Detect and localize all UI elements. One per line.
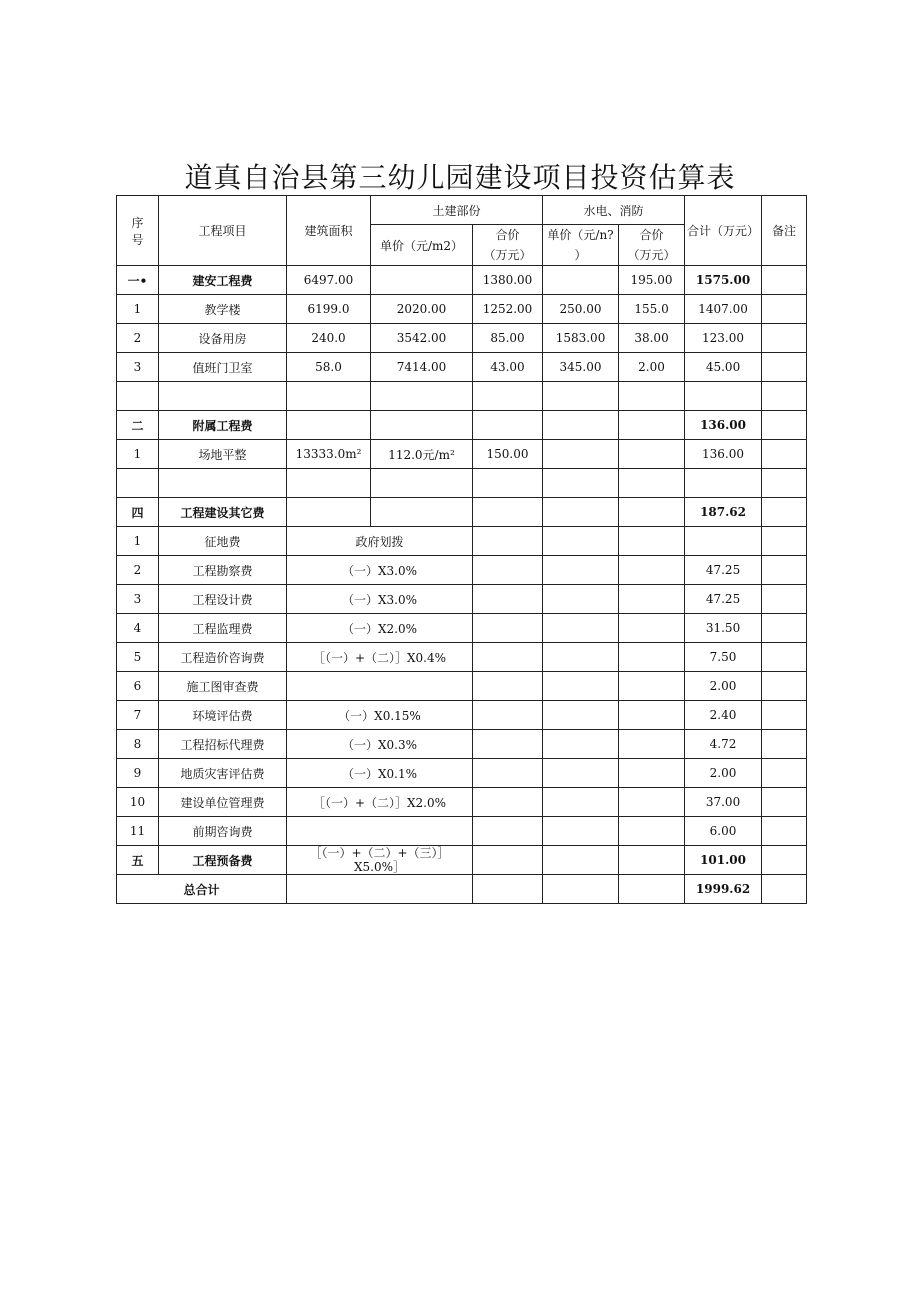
item-cell: 前期咨询费 bbox=[159, 817, 287, 846]
reserve-row bbox=[117, 846, 807, 875]
civil-total-cell bbox=[473, 585, 543, 614]
remark-cell bbox=[762, 759, 807, 788]
sum-cell: 6.00 bbox=[685, 817, 762, 846]
item-cell bbox=[159, 382, 287, 411]
civil-total-cell bbox=[473, 382, 543, 411]
util-unit-cell bbox=[543, 411, 619, 440]
util-total-cell bbox=[619, 701, 685, 730]
civil-unit-cell: 112.0元/m² bbox=[371, 440, 473, 469]
sum-cell bbox=[685, 382, 762, 411]
table-row bbox=[117, 672, 807, 701]
basis-line-2: X5.0%］ bbox=[353, 860, 406, 874]
civil-unit-cell bbox=[371, 498, 473, 527]
util-total-cell: 155.0 bbox=[619, 295, 685, 324]
header-item: 工程项目 bbox=[159, 196, 287, 266]
item-cell: 环境评估费 bbox=[159, 701, 287, 730]
item-cell: 工程监理费 bbox=[159, 614, 287, 643]
basis-cell: ［（一）+（二）］X0.4% bbox=[287, 643, 473, 672]
seq-cell: 2 bbox=[117, 324, 159, 353]
remark-cell bbox=[762, 875, 807, 904]
table-row bbox=[117, 759, 807, 788]
civil-unit-cell: 2020.00 bbox=[371, 295, 473, 324]
civil-total-cell bbox=[473, 701, 543, 730]
civil-unit-cell bbox=[371, 469, 473, 498]
sum-cell: 1407.00 bbox=[685, 295, 762, 324]
header-utility-group: 水电、消防 bbox=[543, 196, 685, 225]
util-unit-cell bbox=[543, 266, 619, 295]
seq-cell: 1 bbox=[117, 440, 159, 469]
header-sum: 合计（万元） bbox=[685, 196, 762, 266]
util-unit-cell bbox=[543, 440, 619, 469]
seq-cell: 2 bbox=[117, 556, 159, 585]
header-row-1 bbox=[117, 196, 807, 225]
basis-cell bbox=[287, 672, 473, 701]
util-total-cell bbox=[619, 382, 685, 411]
item-cell: 工程预备费 bbox=[159, 846, 287, 875]
civil-total-cell bbox=[473, 614, 543, 643]
sum-cell: 123.00 bbox=[685, 324, 762, 353]
header-civil-unit: 单价（元/m2） bbox=[371, 225, 473, 266]
area-cell bbox=[287, 382, 371, 411]
area-cell: 6199.0 bbox=[287, 295, 371, 324]
header-remark: 备注 bbox=[762, 196, 807, 266]
item-cell: 施工图审查费 bbox=[159, 672, 287, 701]
header-civil-total: 合价 （万元） bbox=[473, 225, 543, 266]
item-cell: 工程招标代理费 bbox=[159, 730, 287, 759]
sum-cell: 31.50 bbox=[685, 614, 762, 643]
sum-cell: 2.00 bbox=[685, 759, 762, 788]
remark-cell bbox=[762, 498, 807, 527]
civil-unit-cell bbox=[371, 411, 473, 440]
util-unit-cell: 1583.00 bbox=[543, 324, 619, 353]
util-unit-cell bbox=[543, 585, 619, 614]
item-cell: 值班门卫室 bbox=[159, 353, 287, 382]
page-title: 道真自治县第三幼儿园建设项目投资估算表 bbox=[184, 161, 736, 194]
util-unit-cell bbox=[543, 788, 619, 817]
civil-total-cell bbox=[473, 672, 543, 701]
util-total-cell: 38.00 bbox=[619, 324, 685, 353]
basis-cell bbox=[287, 846, 473, 875]
util-unit-cell bbox=[543, 469, 619, 498]
area-cell bbox=[287, 498, 371, 527]
basis-cell: （一）X0.15% bbox=[287, 701, 473, 730]
civil-total-cell bbox=[473, 817, 543, 846]
util-total-cell bbox=[619, 643, 685, 672]
civil-total-cell: 85.00 bbox=[473, 324, 543, 353]
civil-total-cell: 1380.00 bbox=[473, 266, 543, 295]
util-total-cell bbox=[619, 469, 685, 498]
table-row bbox=[117, 353, 807, 382]
sum-cell: 45.00 bbox=[685, 353, 762, 382]
area-cell: 13333.0m² bbox=[287, 440, 371, 469]
table-row bbox=[117, 730, 807, 759]
seq-cell: 五 bbox=[117, 846, 159, 875]
util-total-cell bbox=[619, 440, 685, 469]
remark-cell bbox=[762, 295, 807, 324]
table-row bbox=[117, 556, 807, 585]
util-total-cell bbox=[619, 875, 685, 904]
remark-cell bbox=[762, 730, 807, 759]
basis-cell: （一）X3.0% bbox=[287, 556, 473, 585]
header-util-total: 合价 （万元） bbox=[619, 225, 685, 266]
civil-total-cell bbox=[473, 527, 543, 556]
table-row bbox=[117, 440, 807, 469]
remark-cell bbox=[762, 614, 807, 643]
item-cell: 工程勘察费 bbox=[159, 556, 287, 585]
area-cell: 240.0 bbox=[287, 324, 371, 353]
remark-cell bbox=[762, 556, 807, 585]
table-row bbox=[117, 701, 807, 730]
header-area: 建筑面积 bbox=[287, 196, 371, 266]
seq-cell: 10 bbox=[117, 788, 159, 817]
util-unit-cell bbox=[543, 759, 619, 788]
table-row bbox=[117, 411, 807, 440]
seq-cell: 6 bbox=[117, 672, 159, 701]
civil-total-cell bbox=[473, 846, 543, 875]
sum-cell: 101.00 bbox=[685, 846, 762, 875]
header-seq: 序 号 bbox=[117, 196, 159, 266]
util-unit-cell bbox=[543, 527, 619, 556]
item-cell: 地质灾害评估费 bbox=[159, 759, 287, 788]
item-cell: 建设单位管理费 bbox=[159, 788, 287, 817]
remark-cell bbox=[762, 353, 807, 382]
area-cell bbox=[287, 875, 473, 904]
table-row bbox=[117, 498, 807, 527]
remark-cell bbox=[762, 846, 807, 875]
basis-cell: （一）X3.0% bbox=[287, 585, 473, 614]
civil-unit-cell bbox=[371, 382, 473, 411]
header-util-unit: 单价（元/n? ） bbox=[543, 225, 619, 266]
seq-cell: 四 bbox=[117, 498, 159, 527]
seq-cell: 二 bbox=[117, 411, 159, 440]
remark-cell bbox=[762, 585, 807, 614]
table-row bbox=[117, 295, 807, 324]
seq-cell: 9 bbox=[117, 759, 159, 788]
table-row bbox=[117, 614, 807, 643]
remark-cell bbox=[762, 672, 807, 701]
remark-cell bbox=[762, 324, 807, 353]
sum-cell: 2.40 bbox=[685, 701, 762, 730]
sum-cell bbox=[685, 469, 762, 498]
util-total-cell: 2.00 bbox=[619, 353, 685, 382]
seq-cell: 1 bbox=[117, 527, 159, 556]
remark-cell bbox=[762, 411, 807, 440]
area-cell: 6497.00 bbox=[287, 266, 371, 295]
basis-cell: （一）X0.3% bbox=[287, 730, 473, 759]
civil-total-cell bbox=[473, 730, 543, 759]
sum-cell: 1999.62 bbox=[685, 875, 762, 904]
util-unit-cell bbox=[543, 614, 619, 643]
item-cell: 附属工程费 bbox=[159, 411, 287, 440]
seq-cell: 5 bbox=[117, 643, 159, 672]
util-total-cell bbox=[619, 846, 685, 875]
item-cell: 场地平整 bbox=[159, 440, 287, 469]
sum-cell: 7.50 bbox=[685, 643, 762, 672]
basis-cell bbox=[287, 817, 473, 846]
util-total-cell bbox=[619, 498, 685, 527]
util-unit-cell bbox=[543, 730, 619, 759]
civil-total-cell bbox=[473, 875, 543, 904]
remark-cell bbox=[762, 643, 807, 672]
util-unit-cell bbox=[543, 643, 619, 672]
item-cell: 教学楼 bbox=[159, 295, 287, 324]
sum-cell: 136.00 bbox=[685, 440, 762, 469]
table-row bbox=[117, 788, 807, 817]
basis-cell: （一）X2.0% bbox=[287, 614, 473, 643]
sum-cell: 47.25 bbox=[685, 556, 762, 585]
seq-cell bbox=[117, 469, 159, 498]
remark-cell bbox=[762, 469, 807, 498]
item-cell: 工程造价咨询费 bbox=[159, 643, 287, 672]
table-row bbox=[117, 643, 807, 672]
sum-cell: 47.25 bbox=[685, 585, 762, 614]
util-total-cell bbox=[619, 585, 685, 614]
total-label-cell: 总合计 bbox=[117, 875, 287, 904]
area-cell: 58.0 bbox=[287, 353, 371, 382]
table-row bbox=[117, 266, 807, 295]
basis-cell: （一）X0.1% bbox=[287, 759, 473, 788]
util-total-cell bbox=[619, 527, 685, 556]
civil-unit-cell bbox=[371, 266, 473, 295]
total-row bbox=[117, 875, 807, 904]
item-cell: 工程设计费 bbox=[159, 585, 287, 614]
util-unit-cell: 250.00 bbox=[543, 295, 619, 324]
sum-cell: 1575.00 bbox=[685, 266, 762, 295]
civil-total-cell bbox=[473, 411, 543, 440]
util-unit-cell bbox=[543, 556, 619, 585]
civil-total-cell bbox=[473, 469, 543, 498]
table-row bbox=[117, 585, 807, 614]
util-total-cell: 195.00 bbox=[619, 266, 685, 295]
sum-cell: 37.00 bbox=[685, 788, 762, 817]
util-total-cell bbox=[619, 788, 685, 817]
area-cell bbox=[287, 469, 371, 498]
estimate-table bbox=[116, 195, 807, 904]
util-total-cell bbox=[619, 614, 685, 643]
remark-cell bbox=[762, 817, 807, 846]
seq-cell: 一• bbox=[117, 266, 159, 295]
civil-total-cell: 43.00 bbox=[473, 353, 543, 382]
table-row bbox=[117, 817, 807, 846]
remark-cell bbox=[762, 527, 807, 556]
util-total-cell bbox=[619, 411, 685, 440]
sum-cell: 2.00 bbox=[685, 672, 762, 701]
util-unit-cell bbox=[543, 701, 619, 730]
basis-cell: ［（一）+（二）］X2.0% bbox=[287, 788, 473, 817]
item-cell: 工程建设其它费 bbox=[159, 498, 287, 527]
util-unit-cell bbox=[543, 875, 619, 904]
civil-total-cell: 150.00 bbox=[473, 440, 543, 469]
table-row bbox=[117, 469, 807, 498]
seq-cell: 4 bbox=[117, 614, 159, 643]
remark-cell bbox=[762, 440, 807, 469]
table-row bbox=[117, 382, 807, 411]
remark-cell bbox=[762, 382, 807, 411]
sum-cell: 187.62 bbox=[685, 498, 762, 527]
sum-cell bbox=[685, 527, 762, 556]
sum-cell: 4.72 bbox=[685, 730, 762, 759]
remark-cell bbox=[762, 266, 807, 295]
seq-cell bbox=[117, 382, 159, 411]
util-total-cell bbox=[619, 817, 685, 846]
civil-total-cell bbox=[473, 759, 543, 788]
remark-cell bbox=[762, 788, 807, 817]
civil-unit-cell: 7414.00 bbox=[371, 353, 473, 382]
item-cell: 建安工程费 bbox=[159, 266, 287, 295]
table-row bbox=[117, 527, 807, 556]
seq-cell: 7 bbox=[117, 701, 159, 730]
util-total-cell bbox=[619, 759, 685, 788]
header-civil-group: 土建部份 bbox=[371, 196, 543, 225]
util-total-cell bbox=[619, 556, 685, 585]
civil-total-cell bbox=[473, 788, 543, 817]
util-unit-cell bbox=[543, 672, 619, 701]
seq-cell: 3 bbox=[117, 585, 159, 614]
util-unit-cell bbox=[543, 498, 619, 527]
seq-cell: 3 bbox=[117, 353, 159, 382]
area-cell bbox=[287, 411, 371, 440]
sum-cell: 136.00 bbox=[685, 411, 762, 440]
seq-cell: 11 bbox=[117, 817, 159, 846]
civil-total-cell bbox=[473, 643, 543, 672]
item-cell: 设备用房 bbox=[159, 324, 287, 353]
seq-cell: 1 bbox=[117, 295, 159, 324]
civil-total-cell: 1252.00 bbox=[473, 295, 543, 324]
table-row bbox=[117, 324, 807, 353]
item-cell: 征地费 bbox=[159, 527, 287, 556]
civil-total-cell bbox=[473, 498, 543, 527]
util-total-cell bbox=[619, 730, 685, 759]
util-total-cell bbox=[619, 672, 685, 701]
civil-unit-cell: 3542.00 bbox=[371, 324, 473, 353]
util-unit-cell bbox=[543, 817, 619, 846]
basis-line-1: ［（一）+（二）+（三）］ bbox=[309, 846, 450, 860]
item-cell bbox=[159, 469, 287, 498]
civil-total-cell bbox=[473, 556, 543, 585]
util-unit-cell bbox=[543, 382, 619, 411]
basis-cell: 政府划拨 bbox=[287, 527, 473, 556]
remark-cell bbox=[762, 701, 807, 730]
seq-cell: 8 bbox=[117, 730, 159, 759]
util-unit-cell bbox=[543, 846, 619, 875]
util-unit-cell: 345.00 bbox=[543, 353, 619, 382]
